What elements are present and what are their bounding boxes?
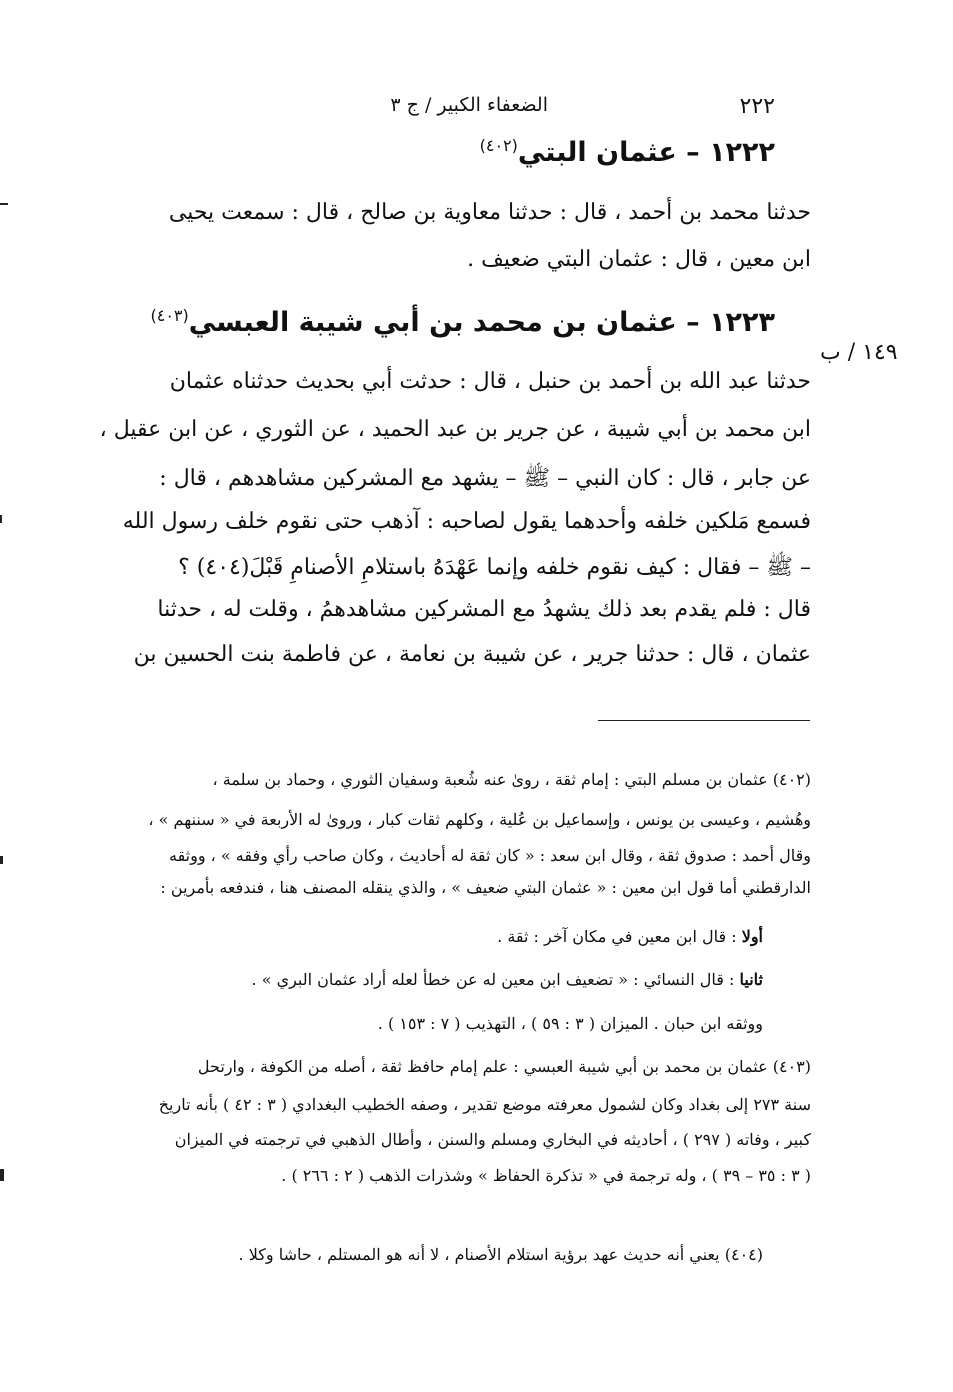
body-line: – ﷺ – فقال : كيف نقوم خلفه وإنما عَهْدَهُ باستلامِ الأصنامِ قَبْلَ(٤٠٤) ؟ <box>178 555 811 580</box>
footnote-line: الدارقطني أما قول ابن معين : « عثمان البتي ضعيف » ، والذي ينقله المصنف هنا ، فندفعه بأمرين : <box>160 878 811 897</box>
entry-heading <box>480 136 775 168</box>
book-title: الضعفاء الكبير / ج ٣ <box>390 94 548 116</box>
footnote-point <box>497 929 763 945</box>
body-line: حدثنا عبد الله بن أحمد بن حنبل ، قال : حدثت أبي بحديث حدثناه عثمان <box>169 369 811 394</box>
entry-title-text: ١٢٢٣ – عثمان بن محمد بن أبي شيبة العبسي <box>188 307 775 338</box>
footnote-line: (٤٠٤) يعني أنه حديث عهد برؤية استلام الأصنام ، لا أنه هو المستلم ، حاشا وكلا . <box>238 1245 763 1264</box>
entry-title-text: ١٢٢٢ – عثمان البتي <box>517 137 775 168</box>
scan-edge-mark <box>0 856 3 864</box>
body-line: فسمع مَلكين خلفه وأحدهما يقول لصاحبه : آذهب حتى نقوم خلف رسول الله <box>122 509 811 534</box>
scan-edge-mark <box>0 203 8 205</box>
scan-edge-mark <box>0 1169 4 1181</box>
footnote-line: ووثقه ابن حبان . الميزان ( ٣ : ٥٩ ) ، التهذيب ( ٧ : ١٥٣ ) . <box>377 1014 763 1033</box>
footnote-line: وقال أحمد : صدوق ثقة ، وقال ابن سعد : « كان ثقة له أحاديث ، وكان صاحب رأي وفقه » ، ووثقه <box>169 846 811 865</box>
point-label: أولا <box>741 927 763 946</box>
entry-heading <box>150 306 775 338</box>
point-text: : قال النسائي : « تضعيف ابن معين له عن خطأ لعله أراد عثمان البري » . <box>251 970 740 989</box>
footnote-line: ( ٣ : ٣٥ – ٣٩ ) ، وله ترجمة في « تذكرة الحفاظ » وشذرات الذهب ( ٢ : ٢٦٦ ) . <box>281 1166 811 1185</box>
footnote-separator <box>598 720 810 721</box>
point-text: : قال ابن معين في مكان آخر : ثقة . <box>497 927 742 946</box>
footnote-point <box>252 972 763 988</box>
point-label: ثانيا <box>739 970 763 989</box>
footnote-line: (٤٠٢) عثمان بن مسلم البتي : إمام ثقة ، روىٰ عنه شُعبة وسفيان الثوري ، وحماد بن سلمة ، <box>212 770 811 789</box>
scan-edge-mark <box>0 515 2 523</box>
page-number: ٢٢٢ <box>739 94 775 119</box>
margin-folio-note: ١٤٩ / ب <box>820 340 898 365</box>
body-line: حدثنا محمد بن أحمد ، قال : حدثنا معاوية بن صالح ، قال : سمعت يحيى <box>168 200 811 225</box>
footnote-ref: (٤٠٢) <box>479 136 518 155</box>
body-line: ابن محمد بن أبي شيبة ، عن جرير بن عبد الحميد ، عن الثوري ، عن ابن عقيل ، <box>99 417 811 442</box>
footnote-line: وهُشيم ، وعيسى بن يونس ، وإسماعيل بن عُلية ، وكلهم ثقات كبار ، وروىٰ له الأربعة في « سننهم » ، <box>148 810 811 829</box>
footnote-line: سنة ٢٧٣ إلى بغداد وكان لشمول معرفته موضع تقدير ، وصفه الخطيب البغدادي ( ٣ : ٤٢ ) بأنه تاريخ <box>158 1095 811 1114</box>
footnote-line: (٤٠٣) عثمان بن محمد بن أبي شيبة العبسي : علم إمام حافظ ثقة ، أصله من الكوفة ، وارتحل <box>197 1057 811 1076</box>
footnote-ref: (٤٠٣) <box>150 306 189 325</box>
body-line: ابن معين ، قال : عثمان البتي ضعيف . <box>467 247 811 272</box>
footnote-line: كبير ، وفاته ( ٢٩٧ ) ، أحاديثه في البخاري ومسلم والسنن ، وأطال الذهبي في ترجمته في الميزان <box>174 1130 811 1149</box>
body-line: عثمان ، قال : حدثنا جرير ، عن شيبة بن نعامة ، عن فاطمة بنت الحسين بن <box>133 642 811 667</box>
body-line: قال : فلم يقدم بعد ذلك يشهدُ مع المشركين مشاهدهمُ ، وقلت له ، حدثنا <box>157 597 811 622</box>
body-line: عن جابر ، قال : كان النبي – ﷺ – يشهد مع المشركين مشاهدهم ، قال : <box>159 466 811 491</box>
